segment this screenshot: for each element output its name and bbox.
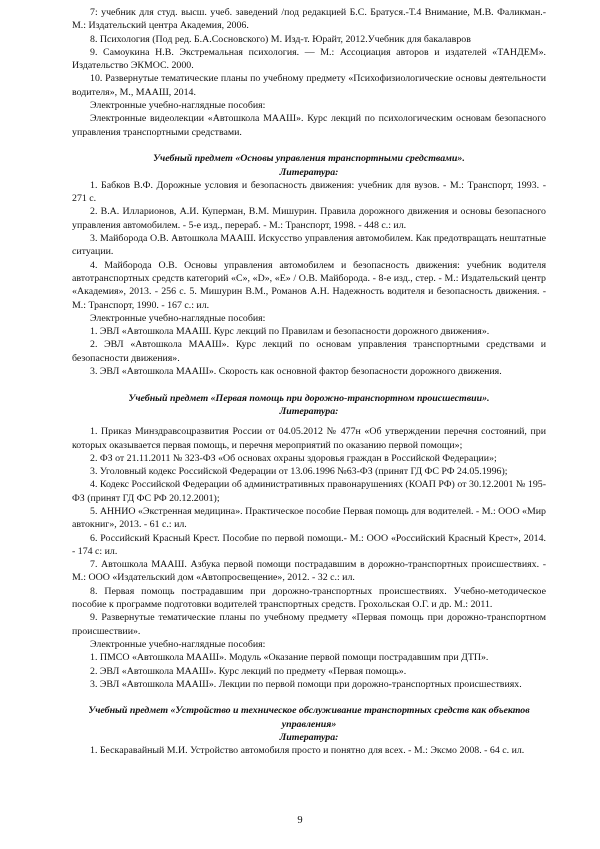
- section-title: Учебный предмет «Первая помощь при дорожно-транспортном происшествии».: [128, 392, 490, 404]
- section-title: Учебный предмет «Основы управления транспортными средствами».: [153, 153, 465, 165]
- section-subtitle: Литература:: [279, 732, 339, 744]
- reference-item: 2. ФЗ от 21.11.2011 № 323-ФЗ «Об основах охраны здоровья граждан в Российской Федерации»;: [90, 452, 497, 464]
- section-subtitle: Литература:: [279, 405, 339, 417]
- reference-item: 3. ЭВЛ «Автошкола МААШ». Лекции по первой помощи при дорожно-транспортных происшествиях.: [90, 678, 522, 690]
- electronic-aids-label: Электронные учебно-наглядные пособия:: [90, 638, 266, 650]
- reference-item: 8. Первая помощь пострадавшим при дорожно-транспортных происшествиях. Учебно-методическое пособие к программе подготовки водителей транспортных средств. Грохольская О.Г. и др. М.: 2011.: [72, 585, 546, 611]
- document-page: [72, 6, 546, 758]
- electronic-aids-label: Электронные учебно-наглядные пособия:: [90, 100, 266, 112]
- reference-item: 9. Самоукина Н.В. Экстремальная психология. — М.: Ассоциация авторов и издателей «ТАНДЕМ». Издательство ЭКМОС. 2000.: [72, 46, 546, 72]
- reference-item: 5. АННИО «Экстренная медицина». Практическое пособие Первая помощь для водителей. - М.: ООО «Мир автокниг», 2013. - 61 с.: ил.: [72, 505, 546, 531]
- reference-item: 1. Бескаравайный М.И. Устройство автомобиля просто и понятно для всех. - М.: Эксмо 2008. - 64 с. ил.: [90, 745, 525, 757]
- reference-item: 3. Майборода О.В. Автошкола МААШ. Искусство управления автомобилем. Как предотвращать нештатные ситуации.: [72, 233, 546, 258]
- page-number: 9: [297, 815, 303, 826]
- reference-item: 7: учебник для студ. высш. учеб. заведений /под редакцией Б.С. Братуся.-Т.4 Внимание, М.В. Фаликман.- М.: Издательский центра Академия, 2006.: [72, 7, 546, 32]
- reference-item: 7. Автошкола МААШ. Азбука первой помощи пострадавшим в дорожно-транспортных происшествиях. - М.: ООО «Издательский дом «Автопросвещение», 2012. - 32 с.: ил.: [72, 559, 546, 584]
- reference-item: 9. Развернутые тематические планы по учебному предмету «Первая помощь при дорожно-транспортном происшествии».: [72, 612, 546, 637]
- reference-item: 4. Кодекс Российской Федерации об административных правонарушениях (КОАП РФ) от 30.12.2001 № 195-ФЗ (принят ГД ФС РФ 20.12.2001);: [72, 479, 546, 504]
- reference-item: Электронные видеолекции «Автошкола МААШ». Курс лекций по психологическим основам безопасного управления транспортными средствами.: [72, 113, 546, 138]
- reference-item: 1. Бабков В.Ф. Дорожные условия и безопасность движения: учебник для вузов. - М.: Транспорт, 1993. - 271 с.: [72, 179, 546, 205]
- reference-item: 3. Уголовный кодекс Российской Федерации от 13.06.1996 №63-ФЗ (принят ГД ФС РФ 24.05.1996);: [90, 466, 508, 478]
- reference-item: 8. Психология (Под ред. Б.А.Сосновского) М. Изд-т. Юрайт, 2012.Учебник для бакалавров: [90, 33, 471, 45]
- reference-item: 10. Развернутые тематические планы по учебному предмету «Психофизиологические основы деятельности водителя», М., МААШ, 2014.: [72, 73, 546, 98]
- reference-item: 2. ЭВЛ «Автошкола МААШ». Курс лекций по предмету «Первая помощь».: [90, 665, 407, 677]
- reference-item: 2. В.А. Илларионов, А.И. Куперман, В.М. Мишурин. Правила дорожного движения и основы безопасного управления автомобилем. - 5-е изд., перераб. - М.: Транспорт, 1998. - 448 с.: ил.: [72, 206, 546, 231]
- section-title: Учебный предмет «Устройство и техническое обслуживание транспортных средств как объектов управления»: [88, 705, 530, 730]
- reference-item: 1. Приказ Минздравсоцразвития России от 04.05.2012 № 477н «Об утверждении перечня состояний, при которых оказывается первая помощь, и перечня мероприятий по оказанию первой помощи»;: [72, 426, 546, 451]
- electronic-aids-label: Электронные учебно-наглядные пособия:: [90, 312, 266, 324]
- reference-item: 1. ЭВЛ «Автошкола МААШ. Курс лекций по Правилам и безопасности дорожного движения».: [90, 326, 490, 338]
- section-subtitle: Литература:: [279, 166, 339, 178]
- reference-item: 6. Российский Красный Крест. Пособие по первой помощи.- М.: ООО «Российский Красный Крест», 2014. - 174 с: ил.: [72, 532, 546, 557]
- reference-item: 3. ЭВЛ «Автошкола МААШ». Скорость как основной фактор безопасности дорожного движения.: [90, 366, 502, 378]
- reference-item: 1. ПМСО «Автошкола МААШ». Модуль «Оказание первой помощи пострадавшим при ДТП».: [90, 652, 489, 664]
- reference-item: 4. Майборода О.В. Основы управления автомобилем и безопасность движения: учебник водителя автотранспортных средств категорий «С», «D», «Е» / О.В. Майборода. - 8-е изд., стер. - М.: Издательский центр «Академия», 2013. - 256 с. 5. Мишурин В.М., Романов А.Н. Надежность водителя и безопасность движения. - М.: Транспорт, 1990. - 167 с.: ил.: [72, 259, 546, 311]
- reference-item: 2. ЭВЛ «Автошкола МААШ». Курс лекций по основам управления транспортными средствами и безопасности движения».: [72, 339, 546, 364]
